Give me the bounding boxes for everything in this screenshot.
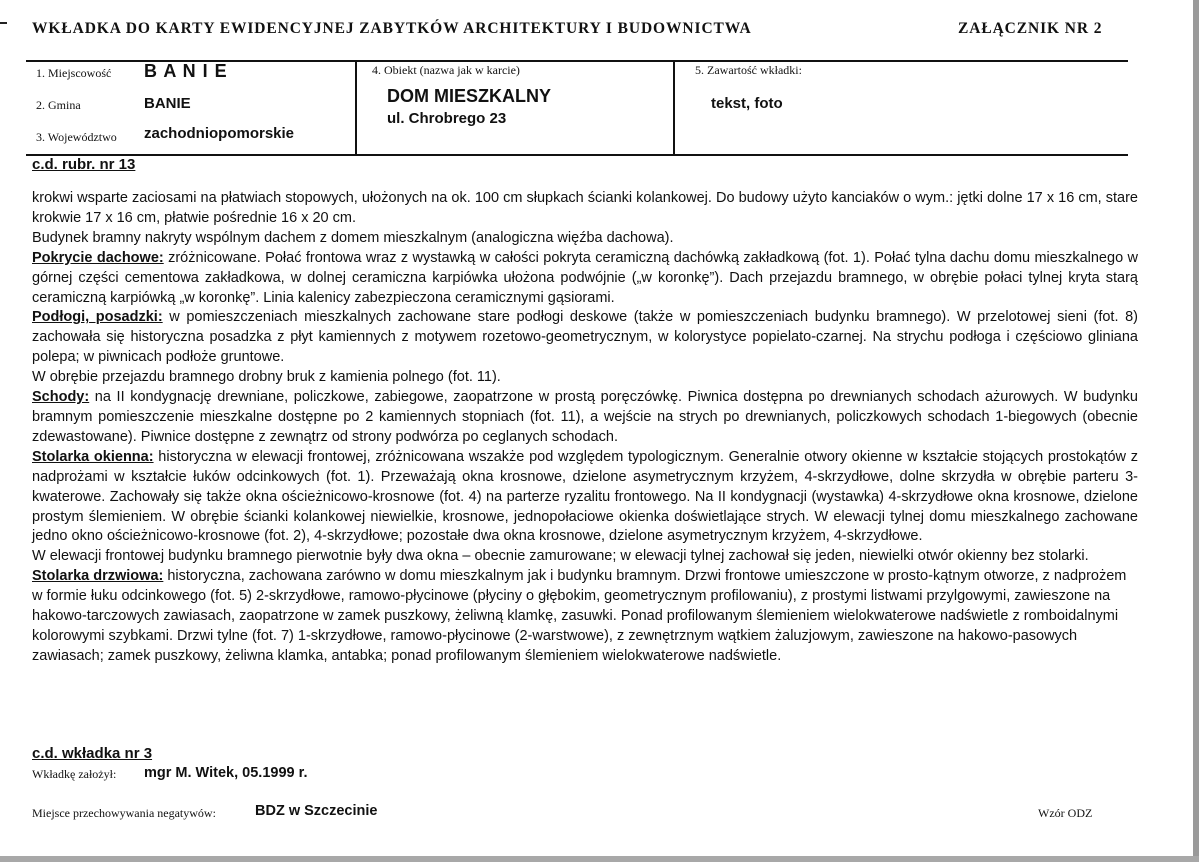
- heading-stairs: Schody:: [32, 389, 90, 406]
- template-label: Wzór ODZ: [1038, 806, 1093, 820]
- author-label: Wkładkę założył:: [32, 767, 117, 781]
- column-divider-1: [355, 60, 357, 155]
- author-value: mgr M. Witek, 05.1999 r.: [144, 765, 308, 781]
- gmina-value: BANIE: [144, 95, 191, 112]
- heading-doors: Stolarka drzwiowa:: [32, 568, 164, 585]
- miejscowosc-label: 1. Miejscowość: [36, 66, 112, 80]
- miejscowosc-value: B A N I E: [144, 61, 228, 81]
- zawartosc-value: tekst, foto: [711, 95, 783, 112]
- column-divider-2: [673, 60, 675, 155]
- storage-value: BDZ w Szczecinie: [255, 803, 378, 819]
- heading-floors: Podłogi, posadzki:: [32, 309, 163, 326]
- text-windows: historyczna w elewacji frontowej, zróżnicowana wszakże pod względem typologicznym. Generalnie otwory okienne w kształcie stojących prostokątów z nadprożami w kształcie łuków odcinkowych (fot. 1). Przeważają okna krosnowe, dzielone asymetrycznym krzyżem, 4-skrzydłowe, dolne skrzydła w obrębie parteru 3-kwaterowe. Zachowały się także okna ościeżnicowo-krosnowe (fot. 4) na parterze ryzalitu frontowego. Na II kondygnacji (wystawka) 4-skrzydłowe okna krosnowe, dzielone prostym ślemieniem. W obrębie ścianki kolankowej niewielkie, krosnowe, jednopołaciowe okienka doświetlające strych. W elewacji tylnej domu mieszkalnego zachowane jedno okno ościeżnicowo-krosnowe (fot. 2), 4-skrzydłowe; pozostałe dwa okna krosnowe, dzielone asymetrycznym krzyżem, 4-skrzydłowe.: [32, 448, 1138, 545]
- paragraph-intro: krokwi wsparte zaciosami na płatwiach stopowych, ułożonych na ok. 100 cm słupkach ścianki kolankowej. Do budowy użyto kanciaków o wym.: jętki dolne 17 x 16 cm, stare krokwie 17 x 16 cm, płatwie pośrednie 16 x 20 cm.: [32, 190, 1138, 226]
- paragraph-windows: [32, 448, 1138, 548]
- wojewodztwo-label: 3. Województwo: [36, 130, 117, 144]
- paragraph-gate-roof: Budynek bramny nakryty wspólnym dachem z domem mieszkalnym (analogiczna więźba dachowa).: [32, 229, 674, 246]
- text-floors: w pomieszczeniach mieszkalnych zachowane stare podłogi deskowe (także w pomieszczeniach budynku bramnego). W przelotowej sieni (fot. 8) zachowała się historyczna posadzka z płyt kamiennych z motywem rozetowo-geometrycznym, w kolorystyce popielato-czarnej. Na strychu podłoga i częściowo gliniana polepa; w piwnicach podłoże gruntowe.: [32, 309, 1138, 366]
- continuation-note: c.d. wkładka nr 3: [32, 745, 153, 762]
- scan-edge-bottom: [0, 856, 1199, 862]
- zawartosc-label: 5. Zawartość wkładki:: [695, 63, 802, 77]
- obiekt-label: 4. Obiekt (nazwa jak w karcie): [372, 63, 520, 77]
- description-body: [32, 189, 1138, 667]
- text-stairs: na II kondygnację drewniane, policzkowe, zabiegowe, zaopatrzone w prostą poręczówkę. Piwnica dostępna po drewnianych schodach ażurowych. W budynku bramnym pomieszczenie mieszkalne dostępne po 2 kamiennych stopniach (fot. 11), a wejście na strych po drewnianych, policzkowych schodach 1-biegowych (obecnie zdewastowane). Piwnice dostępne z zewnątrz od strony podwórza po ceglanych schodach.: [32, 389, 1138, 445]
- annex-number: ZAŁĄCZNIK NR 2: [958, 20, 1103, 37]
- gmina-label: 2. Gmina: [36, 98, 81, 112]
- paragraph-doors: [32, 567, 1138, 667]
- scan-tick-mark: [0, 22, 7, 24]
- text-doors: historyczna, zachowana zarówno w domu mieszkalnym jak i budynku bramnym. Drzwi frontowe umieszczone w prosto-kątnym otworze, z nadprożem w formie łuku odcinkowego (fot. 5) 2-skrzydłowe, ramowo-płycinowe (płyciny o głębokim, geometrycznym profilowaniu), z prostymi listwami przylgowymi, zawieszone na hakowo-tarczowych zawiasach, zaopatrzone w zamek puszkowy, żeliwną klamkę, zasuwki. Ponad profilowanym ślemieniem wielokwaterowe nadświetle z romboidalnymi kolorowymi szybkami. Drzwi tylne (fot. 7) 1-skrzydłowe, ramowo-płycinowe (2-warstwowe), z zewnętrznym wątkiem żaluzjowym, zawieszone na hakowo-pasowych zawiasach; zamek puszkowy, żeliwna klamka, antabka; ponad profilowanym ślemieniem wielokwaterowe nadświetle.: [32, 568, 1127, 664]
- wojewodztwo-value: zachodniopomorskie: [144, 125, 295, 142]
- text-roofing: zróżnicowane. Połać frontowa wraz z wystawką w całości pokryta ceramiczną dachówką zakładkową (fot. 1). Połać tylna dachu domu mieszkalnego w górnej części cementowa zakładkowa, w dolnej ceramiczna karpiówka ułożona podwójnie („w koronkę”). Dach przejazdu bramnego, w obrębie połaci tylnej kryta starą ceramiczną karpiówką „w koronkę”. Linia kalenicy zabezpieczona ceramicznymi gąsiorami.: [32, 249, 1138, 306]
- obiekt-address: ul. Chrobrego 23: [387, 110, 507, 127]
- paragraph-paving: W obrębie przejazdu bramnego drobny bruk z kamienia polnego (fot. 11).: [32, 369, 501, 386]
- heading-windows: Stolarka okienna:: [32, 448, 154, 465]
- rubric-heading: c.d. rubr. nr 13: [32, 156, 136, 173]
- heading-roofing: Pokrycie dachowe:: [32, 249, 164, 266]
- paragraph-roofing: [32, 249, 1138, 309]
- table-bottom-line: [26, 154, 1128, 156]
- scan-edge-right: [1193, 0, 1199, 862]
- paragraph-gate-windows: W elewacji frontowej budynku bramnego pierwotnie były dwa okna – obecnie zamurowane; w elewacji tylnej zachował się jeden, niewielki otwór okienny bez stolarki.: [32, 548, 1089, 565]
- paragraph-floors: [32, 308, 1138, 368]
- storage-label: Miejsce przechowywania negatywów:: [32, 806, 216, 820]
- obiekt-name: DOM MIESZKALNY: [387, 86, 551, 106]
- form-title: WKŁADKA DO KARTY EWIDENCYJNEJ ZABYTKÓW ARCHITEKTURY I BUDOWNICTWA: [32, 20, 752, 37]
- paragraph-stairs: [32, 388, 1138, 448]
